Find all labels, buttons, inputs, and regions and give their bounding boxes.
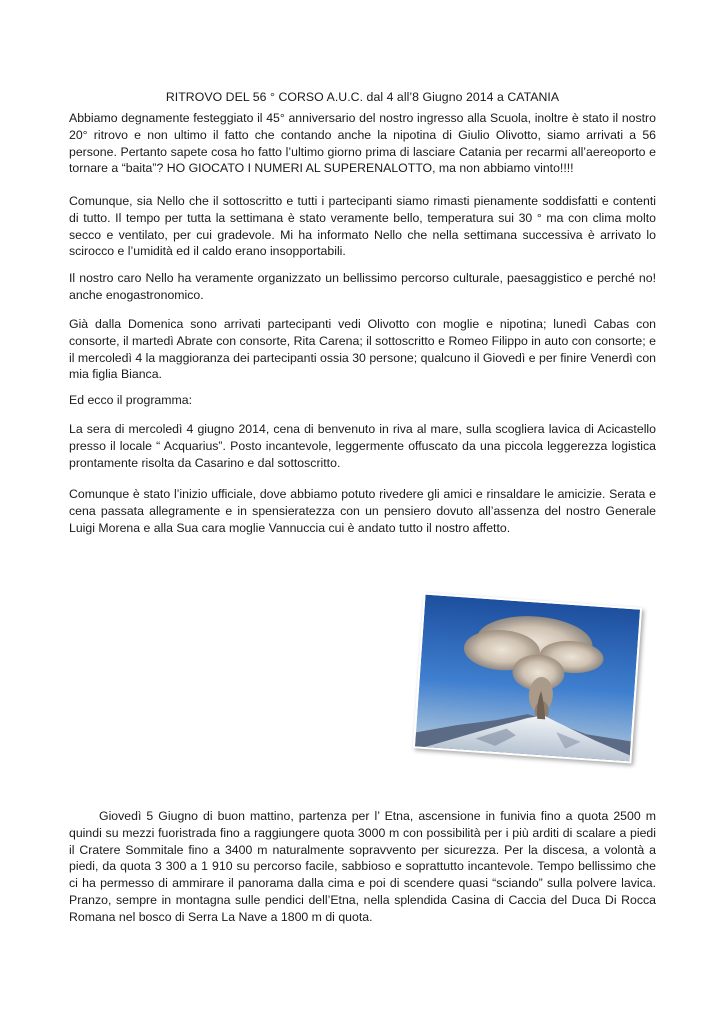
paragraph-etna-excursion: Giovedì 5 Giugno di buon mattino, partenza per l’ Etna, ascensione in funivia fino a quota 2500 m quindi su mezzi fuoristrada fino a raggiungere quota 3000 m con possibilità per i più arditi di scalare a piedi il Cratere Sommitale fino a 3400 m naturalmente sopravvento per sicurezza. Per la discesa, a volontà a piedi, da quota 3 300 a 1 910 su percorso facile, sabbioso e soprattutto incantevole. Tempo bellissimo che ci ha permesso di ammirare il panorama dalla cima e poi di scendere quasi “sciando” sulla polvere lavica. Pranzo, sempre in montagna sulle pendici dell’Etna, nella splendida Casina di Caccia del Duca Di Rocca Romana nel bosco di Serra La Nave a 1800 m di quota. — [69, 809, 656, 924]
paragraph-official-start: Comunque è stato l’inizio ufficiale, dove abbiamo potuto rivedere gli amici e rinsaldare le amicizie. Serata e cena passata allegramente e in spensieratezza con un pensiero dovuto all’assenza del nostro Generale Luigi Morena e alla Sua cara moglie Vannuccia cui è andato tutto il nostro affetto. — [69, 487, 656, 535]
paragraph-satisfaction: Comunque, sia Nello che il sottoscritto e tutti i partecipanti siamo rimasti pienamente soddisfatti e contenti di tutto. Il tempo per tutta la settimana è stato veramente bello, temperatura sui 30 ° ma con clima molto secco e ventilato, per cui gradevole. Mi ha informato Nello che nella settimana successiva è arrivato lo scirocco e l’umidità ed il caldo erano insopportabili. — [69, 194, 656, 259]
paragraph-organization: Il nostro caro Nello ha veramente organizzato un bellissimo percorso culturale, paesaggistico e perché no! anche enogastronomico. — [69, 271, 656, 302]
paragraph-welcome-dinner: La sera di mercoledì 4 giugno 2014, cena di benvenuto in riva al mare, sulla scogliera lavica di Acicastello presso il locale “ Acquarius”. Posto incantevole, leggermente offuscato da una piccola leggerezza logistica prontamente risolta da Casarino e dal sottoscritto. — [69, 422, 656, 470]
paragraph-anniversary: Abbiamo degnamente festeggiato il 45° anniversario del nostro ingresso alla Scuola, inoltre è stato il nostro 20° ritrovo e non ultimo il fatto che contando anche la nipotina di Giulio Olivotto, siamo arrivati a 56 persone. Pertanto sapete cosa ho fatto l’ultimo giorno prima di lasciare Catania per recarmi all’aereoporto e tornare a “baita”? HO GIOCATO I NUMERI AL SUPERENALOTTO, ma non abbiamo vinto!!!! — [69, 111, 656, 176]
paragraph-arrivals: Già dalla Domenica sono arrivati partecipanti vedi Olivotto con moglie e nipotina; lunedì Cabas con consorte, il martedì Abrate con consorte, Rita Carena; il sottoscritto e Romeo Filippo in auto con consorte; e il mercoledì 4 la maggioranza dei partecipanti ossia 30 persone; qualcuno il Giovedì e per finire Venerdì con mia figlia Bianca. — [69, 317, 656, 382]
paragraph-program-heading: Ed ecco il programma: — [69, 393, 193, 407]
etna-photo-frame — [413, 593, 642, 764]
etna-eruption-photo — [415, 595, 640, 762]
document-title: RITROVO DEL 56 ° CORSO A.U.C. dal 4 all’8 Giugno 2014 a CATANIA — [165, 90, 560, 104]
